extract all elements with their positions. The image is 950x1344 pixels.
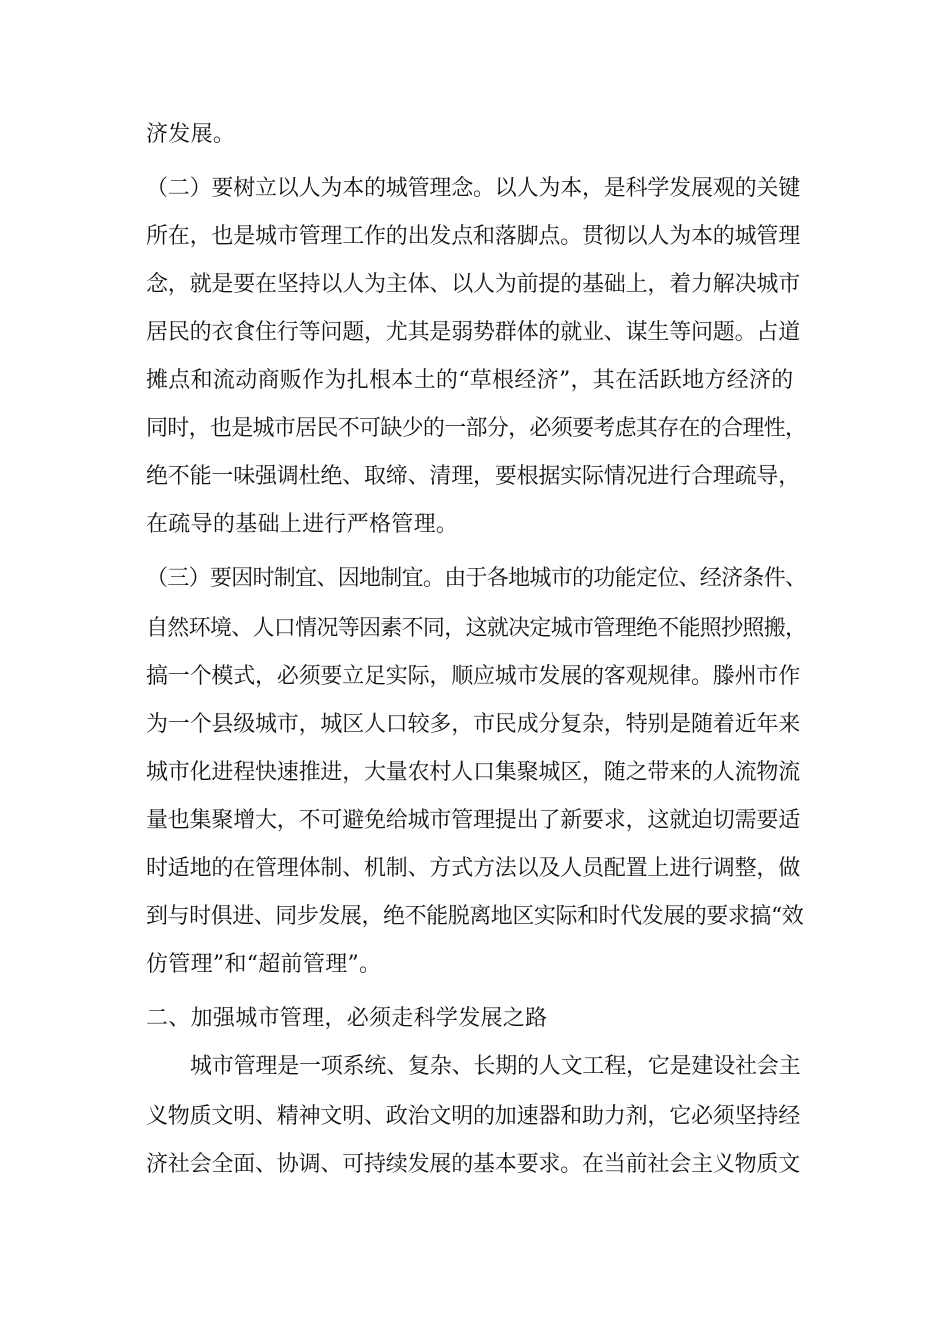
text-line: 到与时俱进、同步发展，绝不能脱离地区实际和时代发展的要求搞“效 [146,904,804,929]
text-line: 济社会全面、协调、可持续发展的基本要求。在当前社会主义物质文 [146,1152,801,1177]
text-line: 为一个县级城市，城区人口较多，市民成分复杂，特别是随着近年来 [146,712,801,737]
text-line: 绝不能一味强调杜绝、取缔、清理，要根据实际情况进行合理疏导， [146,464,801,489]
text-line: 济发展。 [146,122,236,147]
text-line: 摊点和流动商贩作为扎根本土的“草根经济”，其在活跃地方经济的 [146,368,794,393]
text-line: 仿管理”和“超前管理”。 [146,952,382,977]
text-line: 自然环境、人口情况等因素不同，这就决定城市管理绝不能照抄照搬， [146,616,807,641]
text-line: 念，就是要在坚持以人为主体、以人为前提的基础上，着力解决城市 [146,272,801,297]
text-line: 居民的衣食住行等问题，尤其是弱势群体的就业、谋生等问题。占道 [146,320,801,345]
text-line: 同时，也是城市居民不可缺少的一部分，必须要考虑其存在的合理性， [146,416,807,441]
text-line: 城市管理是一项系统、复杂、长期的人文工程，它是建设社会主 [190,1054,801,1079]
text-line: 搞一个模式，必须要立足实际，顺应城市发展的客观规律。滕州市作 [146,664,801,689]
text-line: 时适地的在管理体制、机制、方式方法以及人员配置上进行调整，做 [146,856,801,881]
text-line: （三）要因时制宜、因地制宜。由于各地城市的功能定位、经济条件、 [146,566,807,591]
section-heading: 二、加强城市管理，必须走科学发展之路 [146,1006,548,1031]
text-line: 在疏导的基础上进行严格管理。 [146,512,459,537]
text-line: 义物质文明、精神文明、政治文明的加速器和助力剂，它必须坚持经 [146,1104,801,1129]
text-line: 城市化进程快速推进，大量农村人口集聚城区，随之带来的人流物流 [146,760,801,785]
text-line: 所在，也是城市管理工作的出发点和落脚点。贯彻以人为本的城管理 [146,224,801,249]
text-line: 量也集聚增大，不可避免给城市管理提出了新要求，这就迫切需要适 [146,808,801,833]
text-line: （二）要树立以人为本的城管理念。以人为本，是科学发展观的关键 [146,176,801,201]
